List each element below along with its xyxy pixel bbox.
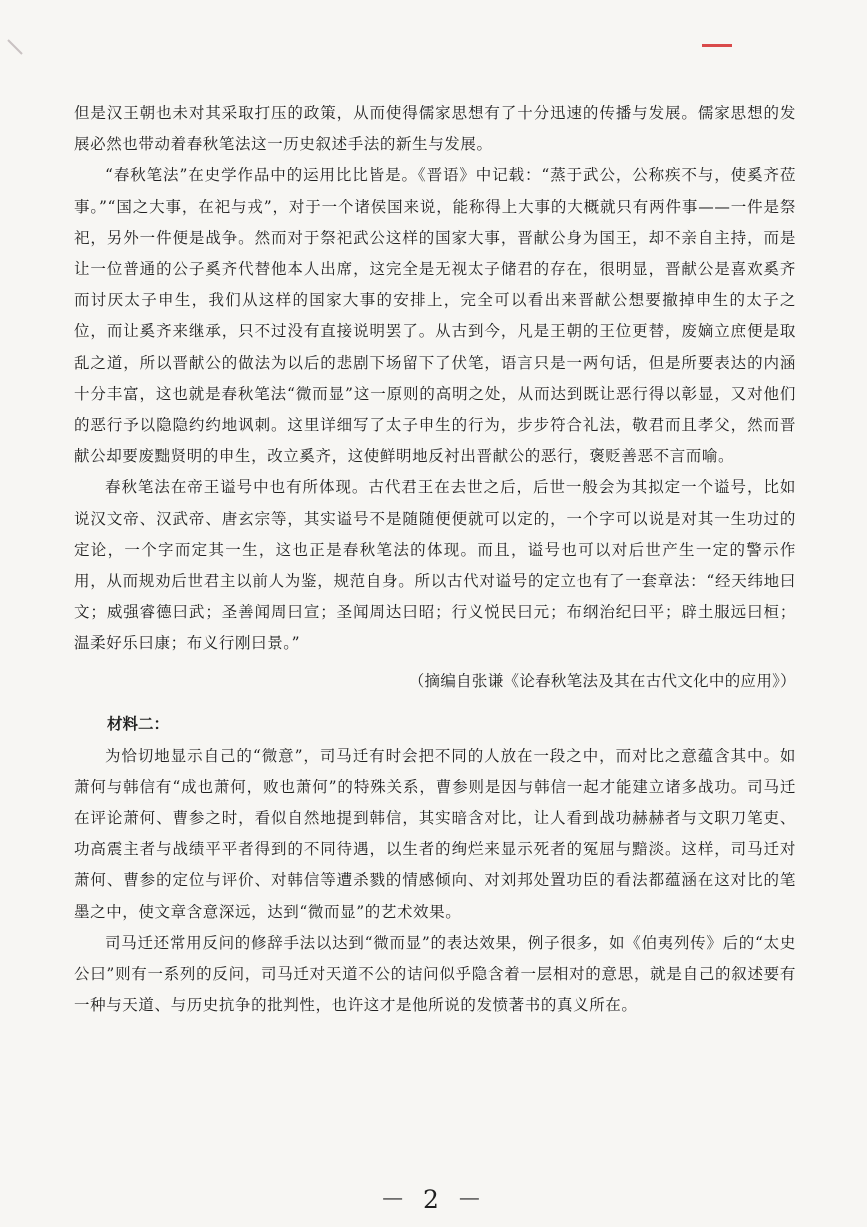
paragraph-1: 但是汉王朝也未对其采取打压的政策，从而使得儒家思想有了十分迅速的传播与发展。儒家思想的发展必然也带动着春秋笔法这一历史叙述手法的新生与发展。 (74, 104, 796, 154)
paragraph-3: 春秋笔法在帝王谥号中也有所体现。古代君王在去世之后，后世一般会为其拟定一个谥号，比如说汉文帝、汉武帝、唐玄宗等，其实谥号不是随随便便就可以定的，一个字可以说是对其一生功过的定论，一个字而定其一生，这也正是春秋笔法的体现。而且，谥号也可以对后世产生一定的警示作用，从而规劝后世君主以前人为鉴，规范自身。所以古代对谥号的定立也有了一套章法：“经天纬地曰文；威强睿德曰武；圣善闻周曰宣；圣闻周达曰昭；行义悦民曰元；布纲治纪曰平；辟土服远曰桓；温柔好乐曰康；布义行刚曰景。” (74, 478, 796, 653)
red-rule-mark (702, 44, 732, 47)
section-heading: 材料二： (107, 713, 170, 733)
document-body (74, 98, 796, 1021)
paragraph-5: 司马迁还常用反问的修辞手法以达到“微而显”的表达效果，例子很多，如《伯夷列传》后的“太史公曰”则有一系列的反问，司马迁对天道不公的诘问似乎隐含着一层相对的意思，就是自己的叙述要有一种与天道、与历史抗争的批判性，也许这才是他所说的发愤著书的真义所在。 (74, 933, 796, 1015)
paragraph-4: 为恰切地显示自己的“微意”，司马迁有时会把不同的人放在一段之中，而对比之意蕴含其中。如萧何与韩信有“成也萧何，败也萧何”的特殊关系，曹参则是因与韩信一起才能建立诸多战功。司马迁在评论萧何、曹参之时，看似自然地提到韩信，其实暗含对比，让人看到战功赫赫者与文职刀笔吏、功高震主者与战绩平平者得到的不同待遇，以生者的绚烂来显示死者的冤屈与黯淡。这样，司马迁对萧何、曹参的定位与评价、对韩信等遭杀戮的情感倾向、对刘邦处置功臣的看法都蕴涵在这对比的笔墨之中，使文章含意深远，达到“微而显”的艺术效果。 (74, 746, 796, 921)
paragraph-2: “春秋笔法”在史学作品中的运用比比皆是。《晋语》中记载：“蒸于武公，公称疾不与，使奚齐莅事。”“国之大事，在祀与戎”，对于一个诸侯国来说，能称得上大事的大概就只有两件事——一件是祭祀，另外一件便是战争。然而对于祭祀武公这样的国家大事，晋献公身为国王，却不亲自主持，而是让一位普通的公子奚齐代替他本人出席，这完全是无视太子储君的存在，很明显，晋献公是喜欢奚齐而讨厌太子申生，我们从这样的国家大事的安排上，完全可以看出来晋献公想要撤掉申生的太子之位，而让奚齐来继承，只不过没有直接说明罢了。从古到今，凡是王朝的王位更替，废嫡立庶便是取乱之道，所以晋献公的做法为以后的悲剧下场留下了伏笔，语言只是一两句话，但是所要表达的内涵十分丰富，这也就是春秋笔法“微而显”这一原则的高明之处，从而达到既让恶行得以彰显，又对他们的恶行予以隐隐约约地讽刺。这里详细写了太子申生的行为，步步符合礼法，敬君而且孝父，然而晋献公却要废黜贤明的申生，改立奚齐，这使鲜明地反衬出晋献公的恶行，褒贬善恶不言而喻。 (74, 166, 796, 466)
page-number: － 2 － (380, 1185, 487, 1214)
corner-mark-icon (6, 38, 26, 58)
source-citation: （摘编自张谦《论春秋笔法及其在古代文化中的应用》） (408, 671, 796, 690)
